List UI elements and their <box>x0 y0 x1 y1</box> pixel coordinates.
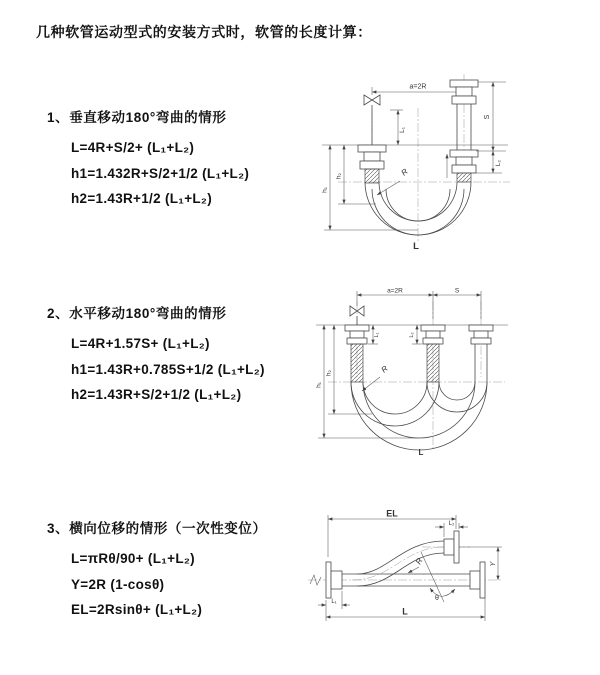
flange-neck <box>456 87 472 96</box>
dim-label-l2: L₂ <box>448 521 455 527</box>
hose-arc <box>351 382 439 426</box>
flange-middle <box>421 325 445 382</box>
hose-arc-moved <box>439 382 475 400</box>
dim-label-h1: h₁ <box>315 382 323 388</box>
dim-label-l2: L₂ <box>495 159 502 167</box>
hose-s-curve-wall <box>357 553 444 586</box>
section-vertical-movement <box>47 106 249 212</box>
diagram-vertical-180-bend <box>310 70 580 260</box>
diagram-lateral-displacement <box>302 505 592 640</box>
section-lateral-displacement <box>47 517 267 623</box>
dim-label-l: L <box>413 241 419 252</box>
radius-leader <box>377 181 400 195</box>
dim-label-y: Y <box>490 561 497 567</box>
flange-hub <box>360 161 384 169</box>
hose-arc-wide <box>351 382 487 450</box>
diagram-horizontal-180-bend <box>310 287 595 457</box>
page-title: 几种软管运动型式的安装方式时，软管的长度计算： <box>36 24 372 40</box>
flange-hub <box>331 571 342 589</box>
formula-line: h2=1.43R+S/2+1/2 (L₁+L₂) <box>71 387 242 402</box>
formula-line: Y=2R (1-cosθ) <box>71 576 165 592</box>
hose-arc <box>363 382 427 414</box>
section-1-heading: 1、垂直移动180°弯曲的情形 <box>47 110 227 125</box>
dim-label-l1: L₁ <box>374 332 380 338</box>
dim-label-h2: h₂ <box>325 369 333 377</box>
dim-label-l1: L₁ <box>399 127 406 133</box>
flange-neck <box>364 152 380 161</box>
section-3-formulas <box>47 546 267 623</box>
flange-hub <box>452 165 476 173</box>
dim-label-r: R <box>379 363 390 375</box>
dim-label-l2: L₂ <box>409 332 415 338</box>
section-1-formulas <box>47 135 249 212</box>
flange-hub <box>452 96 476 104</box>
section-2-heading: 2、水平移动180°弯曲的情形 <box>47 306 227 321</box>
flange-plate <box>450 80 478 87</box>
dim-label-s: S <box>454 287 460 295</box>
formula-line: L=4R+1.57S+ (L₁+L₂) <box>71 336 210 351</box>
dim-label-a2r: a=2R <box>387 287 403 295</box>
hose-arc-moved <box>427 382 487 412</box>
flange-neck <box>456 157 472 165</box>
radius-construction-line <box>421 552 444 602</box>
flange-left <box>345 325 369 382</box>
dim-label-s: S <box>484 114 491 120</box>
radius-leader <box>362 377 380 391</box>
dim-label-l: L <box>418 448 424 457</box>
flange-plate <box>454 531 459 563</box>
flange-plate <box>326 562 331 598</box>
dim-label-r: R <box>399 166 410 178</box>
dim-label-r: R <box>413 556 425 566</box>
flange-plate <box>480 562 485 598</box>
valve-icon <box>364 95 380 105</box>
braided-hose-section <box>365 169 379 183</box>
flange-hub <box>444 539 454 555</box>
flange-hub <box>470 571 480 589</box>
dim-label-l1: L₁ <box>331 599 337 605</box>
dim-label-h1: h₁ <box>321 187 329 193</box>
braided-hose-section <box>457 173 471 182</box>
dim-label-theta: θ <box>435 595 439 602</box>
dim-label-el: EL <box>386 508 398 519</box>
formula-line: h1=1.43R+0.785S+1/2 (L₁+L₂) <box>71 361 265 377</box>
formula-line: L=πRθ/90+ (L₁+L₂) <box>71 551 195 566</box>
section-horizontal-movement <box>47 302 265 408</box>
hose-s-curve-centerline <box>352 547 444 580</box>
dim-label-a2r: a=2R <box>409 83 427 91</box>
angle-arc <box>430 588 455 596</box>
radius-leader <box>408 567 419 573</box>
centerline-break-mark <box>310 575 321 585</box>
dim-label-l: L <box>402 606 408 617</box>
formula-line: EL=2Rsinθ+ (L₁+L₂) <box>71 602 203 617</box>
section-2-formulas <box>47 331 265 408</box>
formula-line: h1=1.432R+S/2+1/2 (L₁+L₂) <box>71 165 250 181</box>
formula-line: h2=1.43R+1/2 (L₁+L₂) <box>71 191 213 206</box>
flange-plate <box>358 145 386 152</box>
dim-label-h2: h₂ <box>335 172 343 180</box>
flange-plate <box>450 150 478 157</box>
formula-line: L=4R+S/2+ (L₁+L₂) <box>71 140 195 155</box>
section-3-heading: 3、横向位移的情形（一次性变位） <box>47 521 267 536</box>
